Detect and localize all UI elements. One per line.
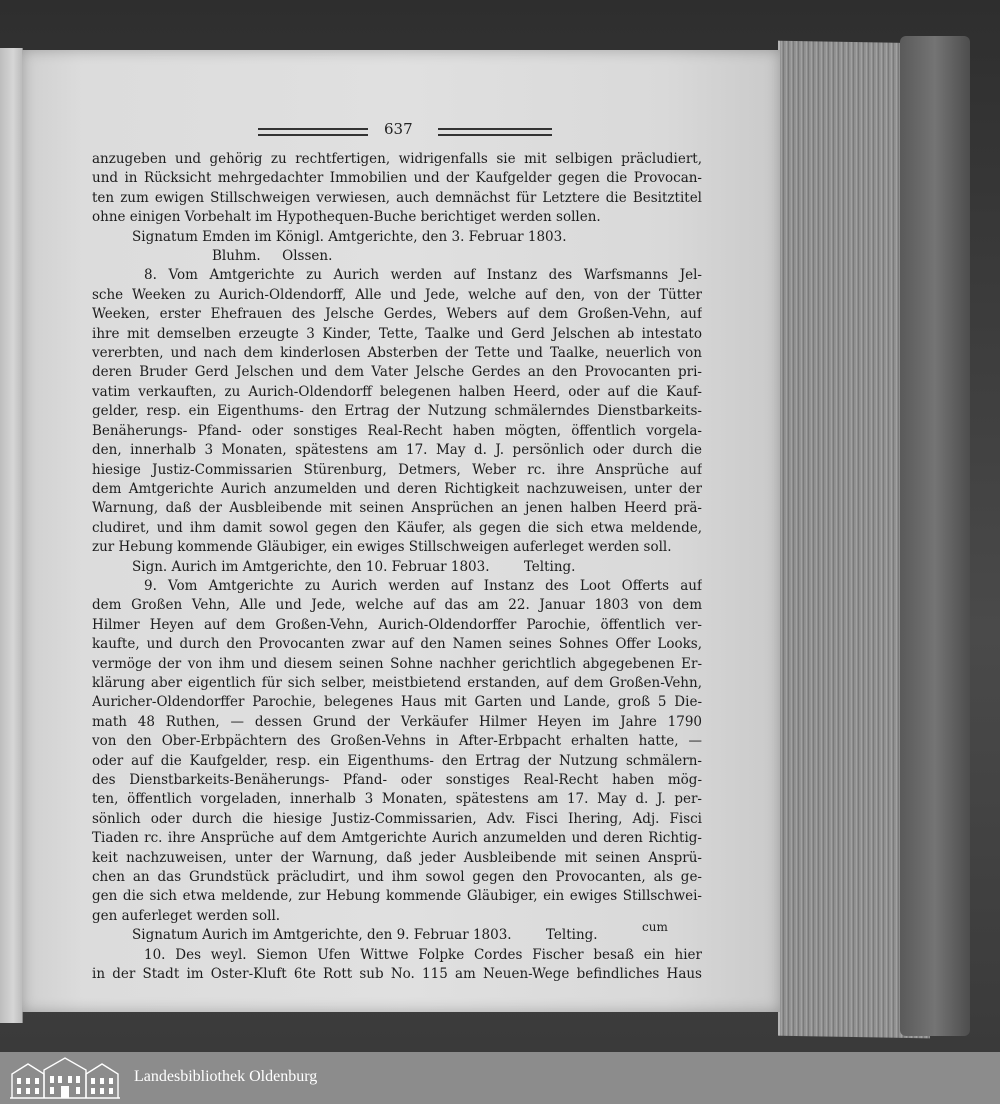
text-line: ten, öffentlich vorgeladen, innerhalb 3 Monaten, spätestens am 17. May d. J. per- bbox=[92, 791, 702, 808]
text-line: Bluhm. Olssen. bbox=[212, 248, 333, 265]
page-number: 637 bbox=[384, 120, 413, 138]
text-line: in der Stadt im Oster-Kluft 6te Rott sub No. 115 am Neuen-Wege befindliches Haus bbox=[92, 966, 702, 983]
text-line: den, innerhalb 3 Monaten, spätestens am 17. May d. J. persönlich oder durch die bbox=[92, 442, 702, 459]
library-footer-bar bbox=[0, 1052, 1000, 1104]
text-line: 10. Des weyl. Siemon Ufen Wittwe Folpke Cordes Fischer besaß ein hier bbox=[144, 946, 702, 963]
text-line: chen an das Grundstück präcludirt, und ihm sowol gegen den Provocanten, als ge- bbox=[92, 869, 702, 886]
text-line: dem Amtgerichte Aurich anzumelden und deren Richtigkeit nachzuweisen, unter der bbox=[92, 480, 702, 497]
left-page-edge bbox=[0, 48, 23, 1023]
text-line: Warnung, daß der Ausbleibende mit seinen Ansprüchen an jenen halben Heerd prä- bbox=[92, 500, 702, 517]
text-line: Benäherungs- Pfand- oder sonstiges Real-Recht haben mögten, öffentlich vorgela- bbox=[92, 422, 702, 439]
text-line: und in Rücksicht mehrgedachter Immobilien und der Kaufgelder gegen die Provocan- bbox=[92, 170, 702, 187]
page-body-text bbox=[92, 150, 702, 984]
text-line: cludiret, und ihm damit sowol gegen den Käufer, als gegen die sich etwa meldende, bbox=[92, 519, 702, 536]
text-line: ten zum ewigen Stillschweigen verwiesen, auch demnächst für Letztere die Besitztitel bbox=[92, 189, 702, 206]
library-building-logo bbox=[8, 1056, 122, 1100]
text-line: vermöge der von ihm und diesem seinen Sohne nachher gerichtlich abgegebenen Er- bbox=[92, 655, 702, 672]
text-line: Auricher-Oldendorffer Parochie, belegenes Haus mit Garten und Lande, groß 5 Die- bbox=[92, 694, 702, 711]
text-line: Tiaden rc. ihre Ansprüche auf dem Amtgerichte Aurich anzumelden und deren Richtig- bbox=[92, 830, 702, 847]
header-rule-left bbox=[258, 128, 368, 136]
text-line: anzugeben und gehörig zu rechtfertigen, widrigenfalls sie mit selbigen präcludiert, bbox=[92, 151, 702, 167]
text-line: oder auf die Kaufgelder, resp. ein Eigenthums- den Ertrag der Nutzung schmälern- bbox=[92, 752, 702, 769]
text-line: Signatum Emden im Königl. Amtgerichte, den 3. Februar 1803. bbox=[132, 228, 567, 245]
text-line: keit nachzuweisen, unter der Warnung, daß jeder Ausbleibende mit seinen Ansprü- bbox=[92, 849, 702, 866]
text-line: sche Weeken zu Aurich-Oldendorff, Alle und Jede, welche auf den, von der Tütter bbox=[92, 286, 702, 303]
page-header bbox=[22, 120, 780, 140]
text-line: Weeken, erster Ehefrauen des Jelsche Gerdes, Webers auf dem Großen-Vehn, auf bbox=[92, 306, 702, 323]
text-line: 8. Vom Amtgerichte zu Aurich werden auf Instanz des Warfsmanns Jel- bbox=[144, 267, 702, 284]
book-cover-edge bbox=[900, 36, 970, 1036]
text-line: von den Ober-Erbpächtern des Großen-Vehns in After-Erbpacht erhalten hatte, — bbox=[92, 733, 702, 750]
text-line: Hilmer Heyen auf dem Großen-Vehn, Aurich-Oldendorffer Parochie, öffentlich ver- bbox=[92, 616, 702, 633]
text-line: gen auferleget werden soll. bbox=[92, 907, 281, 924]
text-line: hiesige Justiz-Commissarien Stürenburg, Detmers, Weber rc. ihre Ansprüche auf bbox=[92, 461, 702, 478]
text-line: vererbten, und nach dem kinderlosen Absterben der Tette und Taalke, neuerlich von bbox=[92, 345, 702, 362]
text-line: Signatum Aurich im Amtgerichte, den 9. Februar 1803. Telting. bbox=[132, 927, 598, 944]
text-line: zur Hebung kommende Gläubiger, ein ewiges Stillschweigen auferleget werden soll. bbox=[92, 539, 672, 556]
text-line: gelder, resp. ein Eigenthums- den Ertrag der Nutzung schmälerndes Dienstbarkeits- bbox=[92, 403, 702, 420]
text-line: deren Bruder Gerd Jelschen und dem Vater Jelsche Gerdes an den Provocanten pri- bbox=[92, 364, 702, 381]
text-line: vatim verkauften, zu Aurich-Oldendorff belegenen halben Heerd, oder auf die Kauf- bbox=[92, 383, 702, 400]
text-line: sönlich oder durch die hiesige Justiz-Commissarien, Adv. Fisci Ihering, Adj. Fisci bbox=[92, 810, 702, 827]
text-line: kaufte, und durch den Provocanten zwar auf den Namen seines Sohnes Offer Looks, bbox=[92, 636, 702, 653]
text-line: dem Großen Vehn, Alle und Jede, welche auf das am 22. Januar 1803 von dem bbox=[92, 597, 702, 614]
text-line: 9. Vom Amtgerichte zu Aurich werden auf Instanz des Loot Offerts auf bbox=[144, 577, 702, 594]
header-rule-right bbox=[438, 128, 552, 136]
text-line: des Dienstbarkeits-Benäherungs- Pfand- oder sonstiges Real-Recht haben mög- bbox=[92, 772, 702, 788]
text-line: math 48 Ruthen, — dessen Grund der Verkäufer Hilmer Heyen im Jahre 1790 bbox=[92, 713, 702, 730]
catchword: cum bbox=[642, 920, 668, 934]
text-line: klärung aber eigentlich für sich selber, meistbietend erstanden, auf dem Großen-Vehn, bbox=[92, 674, 702, 691]
text-line: ohne einigen Vorbehalt im Hypothequen-Buche berichtiget werden sollen. bbox=[92, 209, 601, 226]
text-line: ihre mit demselben erzeugte 3 Kinder, Tette, Taalke und Gerd Jelschen ab intestato bbox=[92, 325, 702, 342]
book-page bbox=[22, 50, 780, 1012]
library-name: Landesbibliothek Oldenburg bbox=[134, 1068, 318, 1085]
text-line: Sign. Aurich im Amtgerichte, den 10. Februar 1803. Telting. bbox=[132, 558, 576, 575]
text-line: gen die sich etwa meldende, zur Hebung kommende Gläubiger, ein ewiges Stillschwei- bbox=[92, 888, 702, 905]
